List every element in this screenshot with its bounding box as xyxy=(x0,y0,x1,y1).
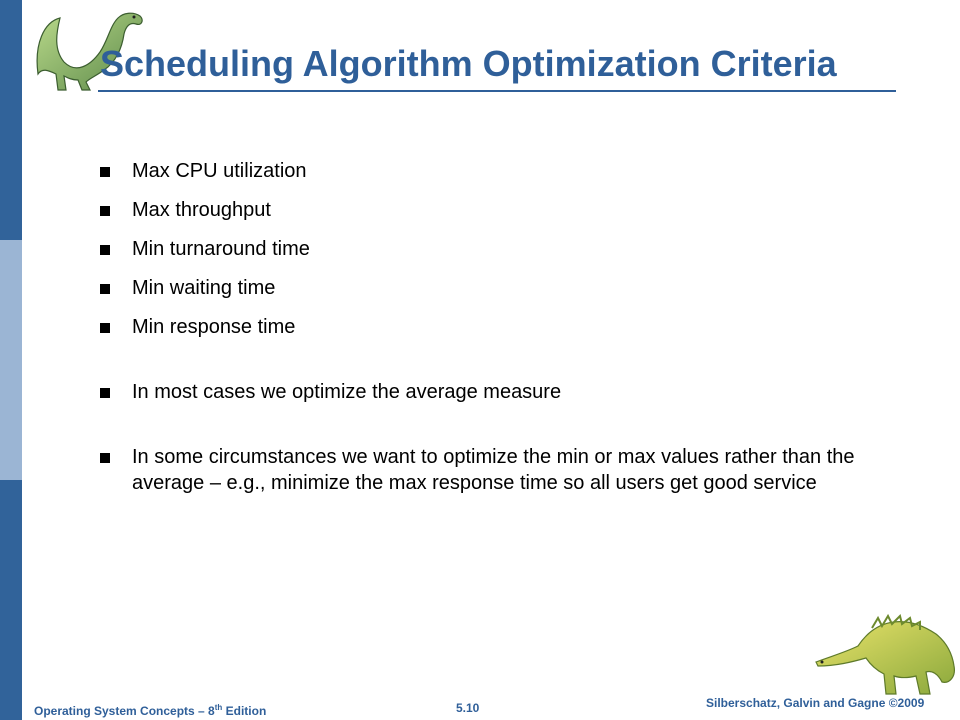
bullet-square-icon xyxy=(100,284,110,294)
bullet-text: In some circumstances we want to optimize the min or max values rather than the average – e.g., minimize the max response time so all users get good service xyxy=(132,446,855,494)
side-bar-middle xyxy=(0,240,22,480)
bullet-text: Max CPU utilization xyxy=(132,160,307,182)
page-title: Scheduling Algorithm Optimization Criteria xyxy=(100,43,837,84)
bullet-text: In most cases we optimize the average measure xyxy=(132,381,562,403)
bullet-square-icon xyxy=(100,323,110,333)
side-bar-bottom xyxy=(0,480,22,720)
bullet-item xyxy=(98,444,858,496)
footer-course-title: Operating System Concepts – 8th Edition xyxy=(34,703,267,718)
bullet-text: Max throughput xyxy=(132,199,271,221)
bullet-square-icon xyxy=(100,167,110,177)
side-bar-top xyxy=(0,0,22,240)
bullet-item xyxy=(98,275,858,301)
bullet-text: Min turnaround time xyxy=(132,238,310,260)
bullet-square-icon xyxy=(100,206,110,216)
bullet-item xyxy=(98,197,858,223)
bullet-list xyxy=(98,158,858,509)
bullet-text: Min response time xyxy=(132,316,296,338)
side-bar xyxy=(0,0,22,720)
bullet-item xyxy=(98,158,858,184)
bullet-text: Min waiting time xyxy=(132,277,276,299)
bullet-square-icon xyxy=(100,245,110,255)
bullet-item xyxy=(98,236,858,262)
bullet-square-icon xyxy=(100,453,110,463)
bullet-item xyxy=(98,379,858,405)
dinosaur-icon xyxy=(812,612,960,698)
bullet-item xyxy=(98,314,858,340)
footer-slide-number: 5.10 xyxy=(456,701,480,715)
title-rule xyxy=(98,90,896,92)
footer-copyright: Silberschatz, Galvin and Gagne ©2009 xyxy=(706,696,925,710)
bullet-square-icon xyxy=(100,388,110,398)
